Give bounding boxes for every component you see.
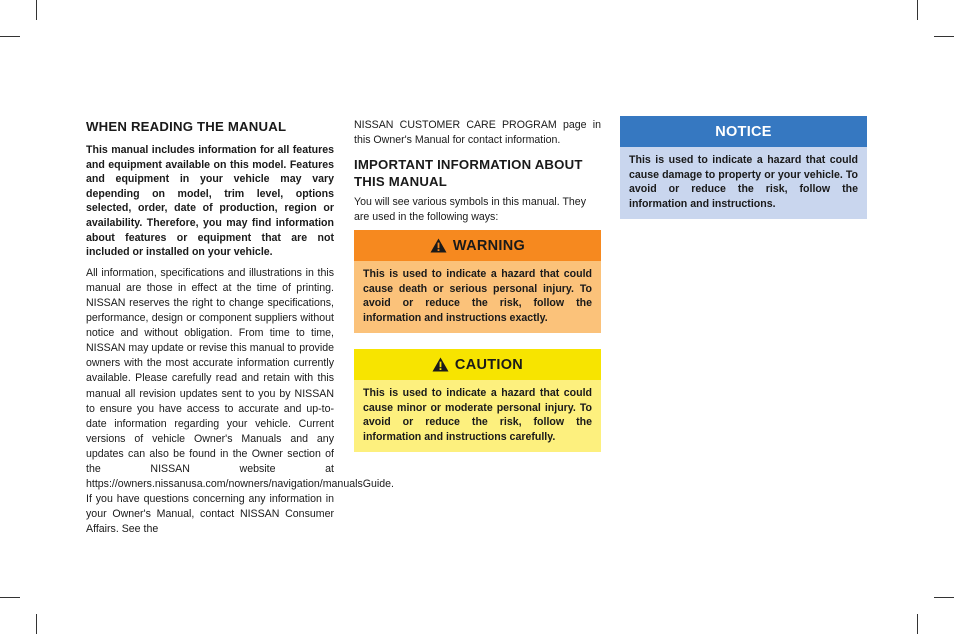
intro-paragraph: You will see various symbols in this manual. They are used in the following ways: [354, 196, 586, 223]
notice-title: NOTICE [715, 123, 772, 140]
notice-text: This is used to indicate a hazard that could cause damage to property or your vehicle. To avoid or reduce the risk, follow the information and instructions. [620, 147, 867, 219]
caution-title: CAUTION [454, 356, 524, 373]
warning-box [354, 230, 601, 333]
crop-mark [934, 36, 954, 37]
crop-mark [917, 614, 918, 634]
caution-header [354, 349, 601, 380]
warning-title: WARNING [452, 237, 526, 254]
column-2 [354, 118, 601, 452]
body-paragraph: All information, specifications and illustrations in this manual are those in effect at the time of printing. NISSAN reserves the right to change specifications, performance, design or component suppliers without notice and without obligation. From time to time, NISSAN may update or revise this manual to provide owners with the most accurate information currently available. Please carefully read and retain with this manual all revision updates sent to you by NISSAN to ensure you have access to accurate and up-to-date information regarding your vehicle. Current versions of vehicle Owner's Manuals and any updates can also be found in the Owner section of the NISSAN website at https://owners.nissanusa.com/nowners/navigation/manualsGuide. If you have questions concerning any information in your Owner's Manual, contact NISSAN Consumer Affairs. See the [86, 266, 394, 536]
continuation-paragraph: NISSAN CUSTOMER CARE PROGRAM page in this Owner's Manual for contact information. [354, 119, 601, 146]
warning-triangle-icon [430, 238, 447, 253]
crop-mark [0, 597, 20, 598]
column-1 [86, 118, 394, 537]
warning-text: This is used to indicate a hazard that could cause death or serious personal injury. To avoid or reduce the risk, follow the information and instructions exactly. [354, 261, 601, 333]
crop-mark [934, 597, 954, 598]
notice-header [620, 116, 867, 147]
caution-text: This is used to indicate a hazard that could cause minor or moderate personal injury. To avoid or reduce the risk, follow the information and instructions carefully. [354, 380, 601, 452]
warning-header [354, 230, 601, 261]
column-3 [620, 116, 867, 219]
notice-box [620, 116, 867, 219]
bold-paragraph: This manual includes information for all features and equipment available on this model. Features and equipment in your vehicle may vary depending on model, trim level, options selected, order, date of production, region or availability. Therefore, you may find information about features or equipment that are not included or installed on your vehicle. [86, 144, 334, 259]
section-heading: WHEN READING THE MANUAL [86, 119, 287, 134]
section-heading: IMPORTANT INFORMATION ABOUT THIS MANUAL [354, 157, 583, 189]
caution-box [354, 349, 601, 452]
crop-mark [36, 614, 37, 634]
warning-triangle-icon [432, 357, 449, 372]
crop-mark [917, 0, 918, 20]
crop-mark [36, 0, 37, 20]
crop-mark [0, 36, 20, 37]
